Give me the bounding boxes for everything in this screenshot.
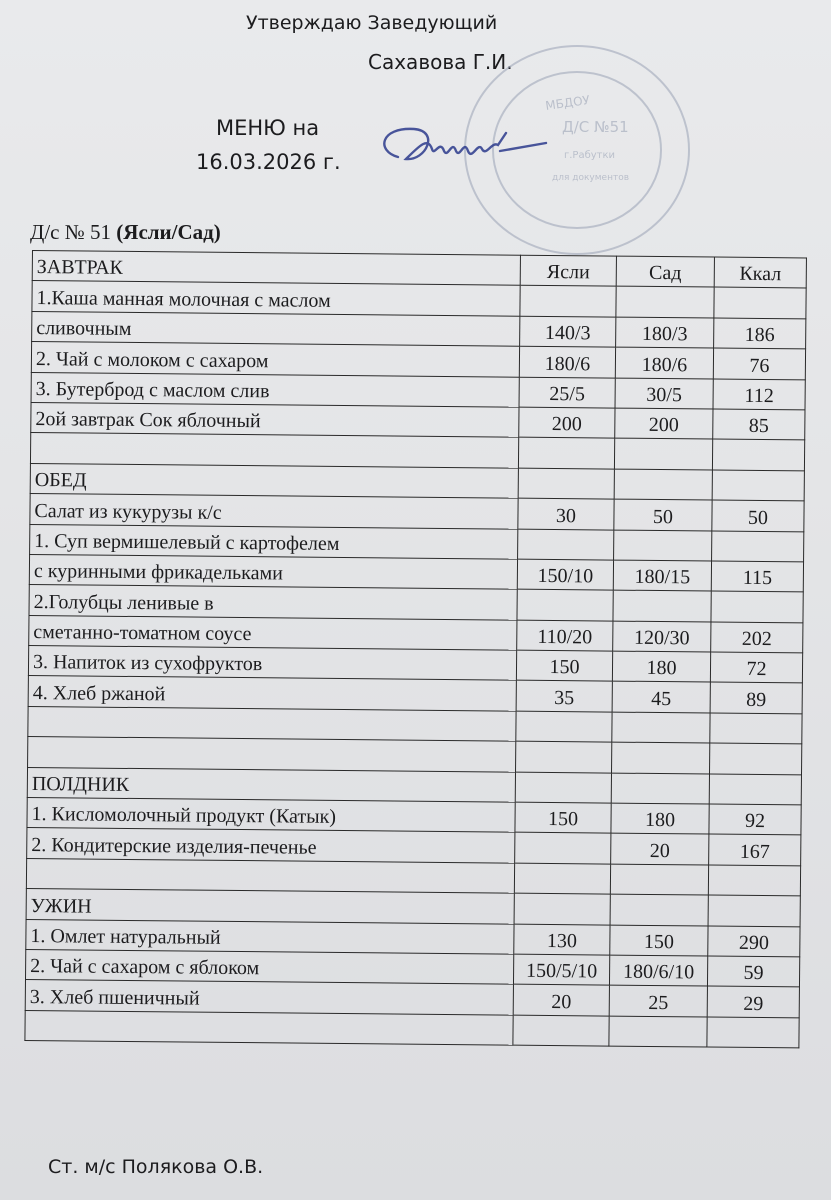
dish-cell: ОБЕД xyxy=(30,463,518,498)
sad-cell: 180/6 xyxy=(615,347,713,378)
yasli-cell xyxy=(515,772,611,803)
yasli-cell: 20 xyxy=(513,985,609,1016)
sad-cell: 180/6/10 xyxy=(609,955,707,986)
yasli-cell: 35 xyxy=(516,681,612,712)
yasli-cell: 130 xyxy=(514,924,610,955)
sad-cell: 200 xyxy=(615,408,713,439)
dish-cell: 2.Голубцы ленивые в xyxy=(29,585,517,620)
dish-cell: 1. Омлет натуральный xyxy=(26,919,514,954)
svg-text:Д/С №51: Д/С №51 xyxy=(562,118,629,136)
header-kcal-cell: Ккал xyxy=(714,257,806,288)
sad-cell xyxy=(609,1016,707,1047)
sad-cell xyxy=(610,894,708,925)
sad-cell: 180 xyxy=(612,651,710,682)
kcal-cell xyxy=(710,713,802,744)
yasli-cell xyxy=(515,833,611,864)
dish-cell: 1. Кисломолочный продукт (Катык) xyxy=(27,798,515,833)
sad-cell xyxy=(611,773,709,804)
yasli-cell xyxy=(513,1015,609,1046)
dish-cell: 1. Суп вермишелевый с картофелем xyxy=(30,524,518,559)
kcal-cell: 50 xyxy=(712,500,804,531)
yasli-cell: 25/5 xyxy=(519,377,615,408)
dish-cell: 2. Кондитерские изделия-печенье xyxy=(27,828,515,863)
kcal-cell: 290 xyxy=(708,926,800,957)
kcal-cell: 89 xyxy=(710,683,802,714)
sad-cell: 20 xyxy=(611,834,709,865)
menu-date: 16.03.2026 г. xyxy=(196,150,341,174)
kcal-cell xyxy=(708,865,800,896)
kcal-cell xyxy=(712,531,804,562)
sad-cell: 45 xyxy=(612,682,710,713)
yasli-cell xyxy=(516,711,612,742)
dish-cell: 2. Чай с молоком с сахаром xyxy=(31,342,519,377)
dish-cell: с куринными фрикадельками xyxy=(29,554,517,589)
dish-cell: сливочным xyxy=(32,311,520,346)
dish-cell: сметанно-томатном соусе xyxy=(29,615,517,650)
sad-cell: 180 xyxy=(611,803,709,834)
kcal-cell xyxy=(714,287,806,318)
sad-cell: 180/15 xyxy=(613,560,711,591)
kcal-cell xyxy=(711,591,803,622)
sad-cell xyxy=(610,864,708,895)
nurse-signature-line: Ст. м/с Полякова О.В. xyxy=(48,1156,264,1178)
table-row xyxy=(25,1010,799,1048)
yasli-cell: 150/5/10 xyxy=(513,954,609,985)
dish-cell xyxy=(30,433,518,468)
yasli-cell xyxy=(518,529,614,560)
kcal-cell xyxy=(712,470,804,501)
kcal-cell: 59 xyxy=(707,956,799,987)
svg-text:для документов: для документов xyxy=(552,173,630,183)
menu-table-body xyxy=(25,251,807,1049)
yasli-cell: 200 xyxy=(519,407,615,438)
kcal-cell: 167 xyxy=(709,834,801,865)
menu-table xyxy=(24,250,807,1049)
dish-cell: 3. Напиток из сухофруктов xyxy=(28,646,516,681)
kindergarten-number: Д/с № 51 xyxy=(30,220,112,244)
sad-cell xyxy=(616,286,714,317)
header-section-cell: ЗАВТРАК xyxy=(32,251,520,286)
svg-text:г.Рабутки: г.Рабутки xyxy=(564,150,616,161)
yasli-cell: 30 xyxy=(518,498,614,529)
yasli-cell: 140/3 xyxy=(520,316,616,347)
yasli-cell xyxy=(516,741,612,772)
kcal-cell: 92 xyxy=(709,804,801,835)
header-sad-cell: Сад xyxy=(616,256,714,287)
dish-cell: ПОЛДНИК xyxy=(27,767,515,802)
dish-cell xyxy=(28,706,516,741)
yasli-cell xyxy=(514,863,610,894)
dish-cell xyxy=(25,1010,513,1045)
kcal-cell: 72 xyxy=(710,652,802,683)
sad-cell: 50 xyxy=(614,499,712,530)
sad-cell: 30/5 xyxy=(615,378,713,409)
sad-cell xyxy=(614,438,712,469)
dish-cell: УЖИН xyxy=(26,889,514,924)
yasli-cell: 150/10 xyxy=(517,559,613,590)
approval-line: Утверждаю Заведующий xyxy=(246,12,498,34)
dish-cell xyxy=(28,737,516,772)
sad-cell: 150 xyxy=(610,925,708,956)
approver-name: Сахавова Г.И. xyxy=(368,50,513,74)
dish-cell xyxy=(26,858,514,893)
kcal-cell xyxy=(712,439,804,470)
kcal-cell: 85 xyxy=(713,409,805,440)
yasli-cell: 150 xyxy=(515,802,611,833)
menu-title: МЕНЮ на xyxy=(216,116,320,140)
yasli-cell xyxy=(514,893,610,924)
yasli-cell: 150 xyxy=(516,650,612,681)
sad-cell xyxy=(613,590,711,621)
kcal-cell: 112 xyxy=(713,379,805,410)
kcal-cell xyxy=(707,1017,799,1048)
kcal-cell: 115 xyxy=(711,561,803,592)
dish-cell: Салат из кукурузы к/с xyxy=(30,494,518,529)
yasli-cell xyxy=(517,589,613,620)
sad-cell: 120/30 xyxy=(613,621,711,652)
dish-cell: 3. Бутерброд с маслом слив xyxy=(31,372,519,407)
yasli-cell xyxy=(520,286,616,317)
yasli-cell: 110/20 xyxy=(517,620,613,651)
kcal-cell: 76 xyxy=(713,348,805,379)
signature xyxy=(370,115,570,185)
dish-cell: 1.Каша манная молочная с маслом xyxy=(32,281,520,316)
sad-cell xyxy=(612,742,710,773)
yasli-cell xyxy=(518,438,614,469)
header-yasli-cell: Ясли xyxy=(520,255,616,286)
sad-cell xyxy=(614,530,712,561)
dish-cell: 3. Хлеб пшеничный xyxy=(25,980,513,1015)
dish-cell: 2. Чай с сахаром с яблоком xyxy=(25,949,513,984)
sad-cell: 180/3 xyxy=(616,317,714,348)
dish-cell: 4. Хлеб ржаной xyxy=(28,676,516,711)
kcal-cell: 202 xyxy=(711,622,803,653)
kcal-cell: 29 xyxy=(707,986,799,1017)
sad-cell: 25 xyxy=(609,985,707,1016)
dish-cell: 2ой завтрак Сок яблочный xyxy=(31,402,519,437)
kcal-cell: 186 xyxy=(714,318,806,349)
group-label: (Ясли/Сад) xyxy=(116,220,221,244)
sad-cell xyxy=(614,469,712,500)
kcal-cell xyxy=(708,895,800,926)
yasli-cell xyxy=(518,468,614,499)
kindergarten-heading xyxy=(30,220,221,245)
kcal-cell xyxy=(710,743,802,774)
svg-text:МБДОУ: МБДОУ xyxy=(544,92,591,113)
kcal-cell xyxy=(709,774,801,805)
sad-cell xyxy=(612,712,710,743)
yasli-cell: 180/6 xyxy=(519,346,615,377)
